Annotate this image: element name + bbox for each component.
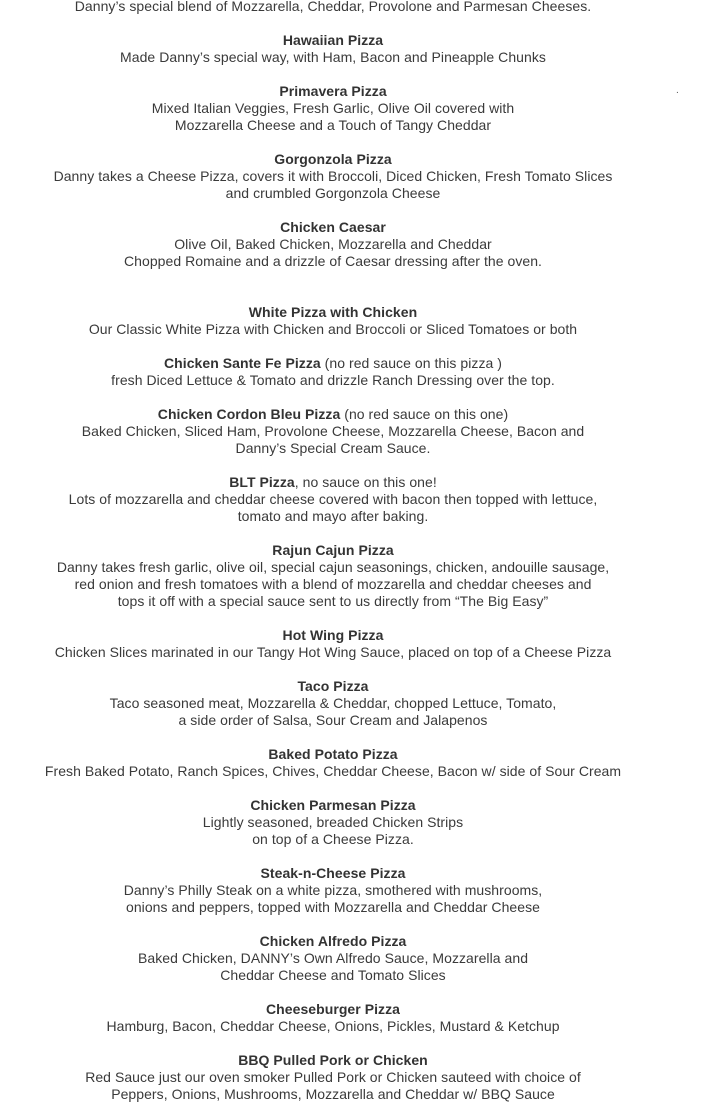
- menu-item-name: Hawaiian Pizza: [282, 32, 384, 48]
- menu-item-heading: [0, 678, 666, 695]
- menu-item-description: Danny takes fresh garlic, olive oil, special cajun seasonings, chicken, andouille sausage,: [56, 559, 610, 575]
- menu-item-description: a side order of Salsa, Sour Cream and Jalapenos: [178, 712, 488, 728]
- menu-item-description: Baked Chicken, DANNY’s Own Alfredo Sauce, Mozzarella and: [137, 950, 529, 966]
- menu-item-name: Taco Pizza: [297, 678, 369, 694]
- menu-item-description: red onion and fresh tomatoes with a blend of mozzarella and cheddar cheeses and: [74, 576, 592, 592]
- menu-item-name: Chicken Caesar: [280, 219, 386, 235]
- menu-item-heading: [0, 933, 666, 950]
- menu-item-description: Made Danny’s special way, with Ham, Bacon and Pineapple Chunks: [120, 49, 546, 65]
- menu-item-description: Danny takes a Cheese Pizza, covers it with Broccoli, Diced Chicken, Fresh Tomato Slices: [53, 168, 613, 184]
- menu-item-name: White Pizza with Chicken: [248, 304, 418, 320]
- menu-item-description: Peppers, Onions, Mushrooms, Mozzarella and Cheddar w/ BBQ Sauce: [111, 1086, 555, 1102]
- menu-item-description: Taco seasoned meat, Mozzarella & Cheddar, chopped Lettuce, Tomato,: [109, 695, 557, 711]
- menu-item-heading: [0, 219, 666, 236]
- menu-item-description: Cheddar Cheese and Tomato Slices: [220, 967, 446, 983]
- menu-item-name: Chicken Sante Fe Pizza: [164, 355, 321, 371]
- menu-item-heading: [0, 627, 666, 644]
- menu-item-heading: [0, 865, 666, 882]
- menu-item-description: Olive Oil, Baked Chicken, Mozzarella and Cheddar: [174, 236, 492, 252]
- menu-item-heading: [0, 355, 666, 372]
- menu-item-heading: [0, 32, 666, 49]
- stray-dot: .: [676, 85, 679, 96]
- menu-item-description: Lightly seasoned, breaded Chicken Strips: [202, 814, 464, 830]
- menu-item-description: tomato and mayo after baking.: [237, 508, 429, 524]
- menu-item-name: Hot Wing Pizza: [282, 627, 384, 643]
- menu-item-description: Our Classic White Pizza with Chicken and Broccoli or Sliced Tomatoes or both: [88, 321, 578, 337]
- menu-item-heading: [0, 797, 666, 814]
- menu-item-description: tops it off with a special sauce sent to us directly from “The Big Easy”: [117, 593, 549, 609]
- menu-item-note: (no red sauce on this pizza ): [320, 355, 502, 371]
- menu-item-description: Mixed Italian Veggies, Fresh Garlic, Olive Oil covered with: [151, 100, 515, 116]
- menu-item-description: Lots of mozzarella and cheddar cheese covered with bacon then topped with lettuce,: [68, 491, 598, 507]
- menu-item-heading: [0, 1001, 666, 1018]
- menu-item-heading: [0, 1052, 666, 1069]
- menu-item-description: Danny’s special blend of Mozzarella, Cheddar, Provolone and Parmesan Cheeses.: [74, 0, 592, 14]
- menu-item-name: BBQ Pulled Pork or Chicken: [238, 1052, 428, 1068]
- menu-item-description: and crumbled Gorgonzola Cheese: [225, 185, 441, 201]
- menu-item-name: Chicken Cordon Bleu Pizza: [157, 406, 341, 422]
- menu-item-description: Danny’s Special Cream Sauce.: [235, 440, 431, 456]
- menu-item-description: onions and peppers, topped with Mozzarella and Cheddar Cheese: [126, 899, 540, 915]
- menu-item-heading: [0, 542, 666, 559]
- menu-item-description: Chopped Romaine and a drizzle of Caesar dressing after the oven.: [124, 253, 542, 269]
- menu-item-note: , no sauce on this one!: [294, 474, 437, 490]
- menu-item-description: Hamburg, Bacon, Cheddar Cheese, Onions, Pickles, Mustard & Ketchup: [106, 1018, 560, 1034]
- menu-item-name: Steak-n-Cheese Pizza: [260, 865, 406, 881]
- menu-item-description: Fresh Baked Potato, Ranch Spices, Chives, Cheddar Cheese, Bacon w/ side of Sour Cream: [44, 763, 622, 779]
- menu-item-description: Red Sauce just our oven smoker Pulled Pork or Chicken sauteed with choice of: [85, 1069, 581, 1085]
- menu-item-heading: [0, 83, 666, 100]
- menu-item-name: Gorgonzola Pizza: [274, 151, 392, 167]
- menu-item-description: Chicken Slices marinated in our Tangy Hot Wing Sauce, placed on top of a Cheese Pizza: [54, 644, 612, 660]
- menu-item-heading: [0, 474, 666, 491]
- menu-item-heading: [0, 406, 666, 423]
- menu-item-description: Danny’s Philly Steak on a white pizza, smothered with mushrooms,: [123, 882, 543, 898]
- menu-item-name: BLT Pizza: [229, 474, 295, 490]
- menu-item-heading: [0, 746, 666, 763]
- menu-item-heading: [0, 304, 666, 321]
- menu-item-name: Chicken Parmesan Pizza: [250, 797, 416, 813]
- menu-item-description: Mozzarella Cheese and a Touch of Tangy Cheddar: [174, 117, 492, 133]
- menu-item-description: on top of a Cheese Pizza.: [252, 831, 414, 847]
- menu-item-name: Rajun Cajun Pizza: [272, 542, 394, 558]
- menu-item-name: Primavera Pizza: [279, 83, 387, 99]
- menu-item-name: Baked Potato Pizza: [268, 746, 398, 762]
- menu-item-note: (no red sauce on this one): [340, 406, 509, 422]
- menu-item-heading: [0, 151, 666, 168]
- menu-item-name: Cheeseburger Pizza: [266, 1001, 400, 1017]
- menu-item-description: Baked Chicken, Sliced Ham, Provolone Cheese, Mozzarella Cheese, Bacon and: [81, 423, 585, 439]
- menu-item-name: Chicken Alfredo Pizza: [259, 933, 407, 949]
- menu-item-description: fresh Diced Lettuce & Tomato and drizzle Ranch Dressing over the top.: [111, 372, 555, 388]
